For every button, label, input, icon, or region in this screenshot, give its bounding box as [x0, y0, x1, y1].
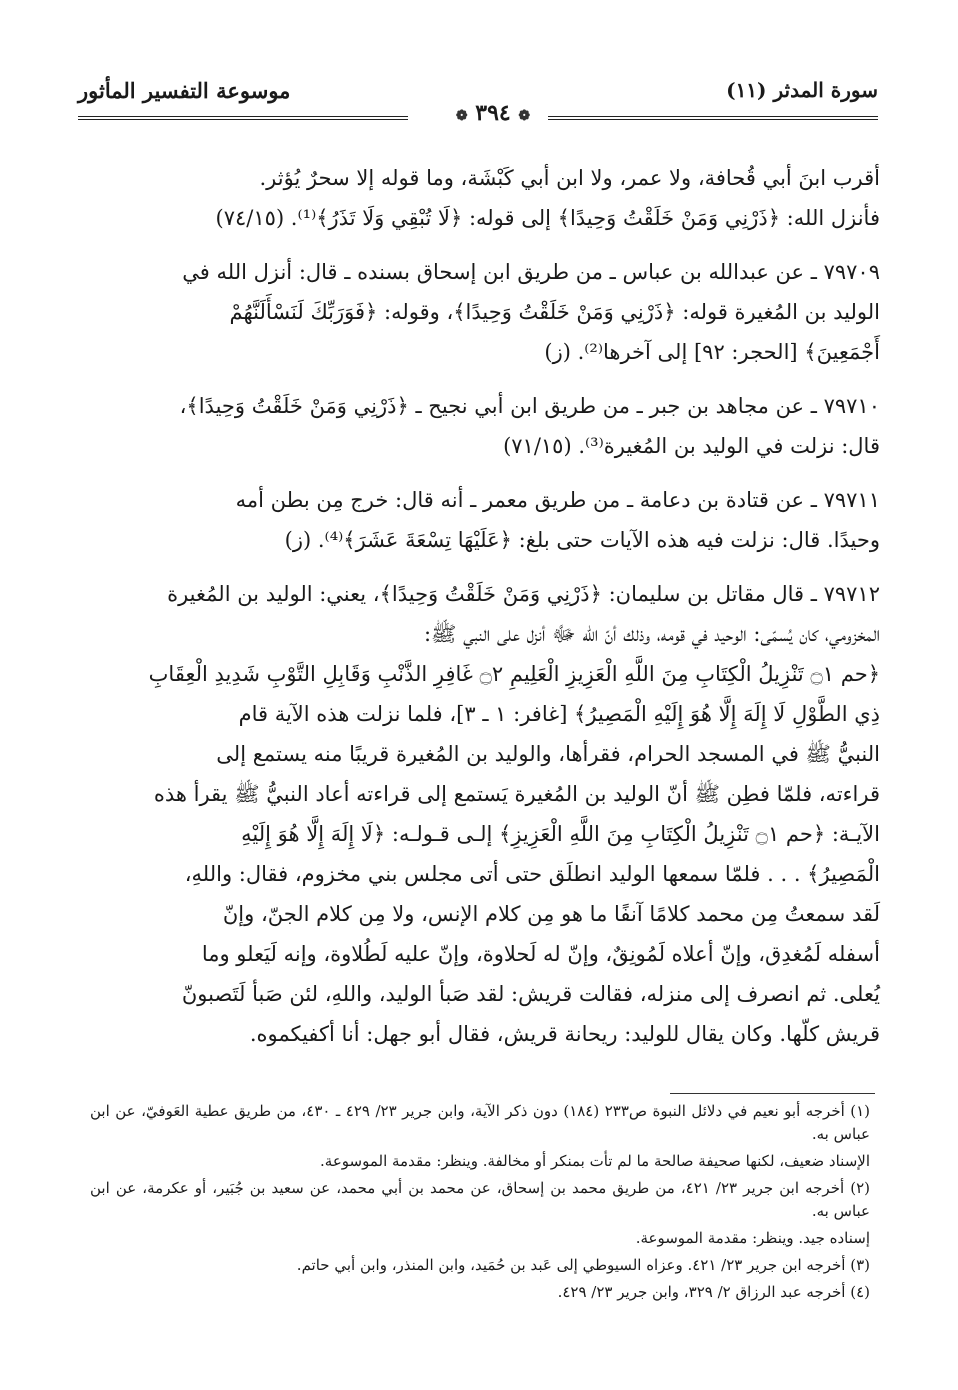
- text-line: يُعلى. ثم انصرف إلى منزله، فقالت قريش: لقد صَبأ الوليد، واللهِ، لئن صَبأ لَتَصبونّ: [181, 982, 880, 1006]
- text-line: لَقد سمعتُ مِن محمد كلامًا آنفًا ما هو مِن كلام الإنس، ولا مِن كلام الجنّ، وإنّ: [222, 902, 880, 926]
- footnote-divider: [670, 1093, 875, 1094]
- footnotes: [90, 1100, 870, 1308]
- header-rule-right: [548, 116, 878, 120]
- narration-79711: [76, 480, 880, 560]
- footnote-4: (٤) أخرجه عبد الرزاق ٢/ ٣٢٩، وابن جرير ٢٣/ ٤٢٩.: [557, 1283, 870, 1301]
- text-line: ٧٩٧١٠ ـ عن مجاهد بن جبر ـ من طريق ابن أبي نجيح ـ ﴿ذَرْنِي وَمَنْ خَلَقْتُ وَحِيدًا﴾،: [179, 394, 880, 418]
- text-line: ٧٩٧٠٩ ـ عن عبدالله بن عباس ـ من طريق ابن إسحاق بسنده ـ قال: أنزل الله في: [182, 260, 880, 284]
- footnote-2-note: إسناده جيد. وينظر: مقدمة الموسوعة.: [635, 1229, 870, 1247]
- text-line: الآيـة: ﴿حم ۝١ تَنْزِيلُ الْكِتَابِ مِنَ اللَّهِ الْعَزِيزِ﴾ إلـى قـولـه: ﴿لَا إِلَهَ إِلَّا هُوَ إِلَيْهِ: [241, 822, 880, 846]
- page-number-block: [428, 100, 558, 126]
- text-line: أسفله لَمُغدِق، وإنّ أعلاه لَمُونِقٌ، وإنّ له لَحلاوة، وإنّ عليه لَطُلاوة، وإنه لَيَعلو وما: [201, 942, 880, 966]
- header-rule-left: [78, 116, 408, 120]
- text-line: وحيدًا. قال: نزلت فيه هذه الآيات حتى بلغ: ﴿عَلَيْهَا تِسْعَةَ عَشَرَ﴾⁽⁴⁾. (ز): [284, 528, 880, 552]
- text-line: المخزومي، كان يُسمّى: الوحيد في قومه، وذلك أنّ الله ﷻ أنزل على النبي ﷺ:: [423, 622, 880, 646]
- text-line: أقرب ابنَ أبي قُحافة، ولا عمر، ولا ابن أبي كَبْشَة، وما قوله إلا سحرٌ يُؤثر.: [259, 166, 880, 190]
- book-title: موسوعة التفسير المأثور: [78, 78, 291, 103]
- footnote-2: (٢) أخرجه ابن جرير ٢٣/ ٤٢١، من طريق محمد بن إسحاق، عن محمد بن أبي محمد، عن سعيد بن جُبَير، أو عكرمة، عن ابن عباس به.: [90, 1179, 870, 1220]
- text-line: النبيُّ ﷺ في المسجد الحرام، فقرأها، والوليد بن المُغيرة قريبًا منه يستمع إلى: [216, 742, 880, 766]
- text-line: ٧٩٧١٢ ـ قال مقاتل بن سليمان: ﴿ذَرْنِي وَمَنْ خَلَقْتُ وَحِيدًا﴾، يعني: الوليد بن المُغيرة: [167, 582, 880, 606]
- surah-header: [726, 78, 878, 102]
- page-header: [78, 70, 878, 126]
- footnote-1: (١) أخرجه أبو نعيم في دلائل النبوة ص٢٣٣ (١٨٤) دون ذكر الآية، وابن جرير ٢٣/ ٤٢٩ ـ ٤٣٠، من طريق عطية العَوفيّ، عن ابن عباس به.: [90, 1102, 871, 1143]
- narration-79712: [76, 574, 880, 1054]
- text-line: الوليد بن المُغيرة قوله: ﴿ذَرْنِي وَمَنْ خَلَقْتُ وَحِيدًا﴾، وقوله: ﴿فَوَرَبِّكَ لَنَسْأَلَنَّهُمْ: [229, 300, 880, 324]
- text-line: فأنزل الله: ﴿ذَرْنِي وَمَنْ خَلَقْتُ وَحِيدًا﴾ إلى قوله: ﴿لَا تُبْقِي وَلَا تَذَرُ﴾⁽¹⁾. (٧٤/١٥): [215, 206, 880, 230]
- narration-79710: [76, 386, 880, 466]
- text-line: قال: نزلت في الوليد بن المُغيرة⁽³⁾. (٧١/١٥): [503, 434, 880, 458]
- footnote-3: (٣) أخرجه ابن جرير ٢٣/ ٤٢١. وعزاه السيوطي إلى عَبد بن حُمَيد، وابن المنذر، وابن أبي حاتم.: [296, 1256, 870, 1274]
- main-text: [76, 158, 880, 1068]
- text-line: قراءته، فلمّا فطِن ﷺ أنّ الوليد بن المُغيرة يَستمع إلى قراءته أعاد النبيُّ ﷺ يقرأ هذه: [153, 782, 880, 806]
- text-line: ﴿حم ۝١ تَنْزِيلُ الْكِتَابِ مِنَ اللَّهِ الْعَزِيزِ الْعَلِيمِ ۝٢ غَافِرِ الذَّنْبِ وَقَابِلِ التَّوْبِ شَدِيدِ الْعِقَابِ: [148, 662, 880, 686]
- surah-number: (١١): [726, 78, 767, 102]
- text-line: الْمَصِيرُ﴾ . . . فلمّا سمعها الوليد انطلَق حتى أتى مجلس بني مخزوم، فقال: واللهِ،: [184, 862, 880, 886]
- text-line: ذِي الطَّوْلِ لَا إِلَهَ إِلَّا هُوَ إِلَيْهِ الْمَصِيرُ﴾ [غافر: ١ ـ ٣]، فلما نزلت هذه الآية قام: [238, 702, 880, 726]
- text-line: ٧٩٧١١ ـ عن قتادة بن دعامة ـ من طريق معمر ـ أنه قال: خرج مِن بطن أمه: [235, 488, 880, 512]
- ornament-icon: ❁: [518, 108, 531, 124]
- narration-79709: [76, 252, 880, 372]
- surah-title: سورة المدثر: [773, 78, 878, 102]
- ornament-icon: ❁: [455, 108, 468, 124]
- footnote-1-note: الإسناد ضعيف، لكنها صحيفة صالحة ما لم تأت بمنكر أو مخالفة. وينظر: مقدمة الموسوعة.: [320, 1152, 870, 1170]
- text-line: أَجْمَعِينَ﴾ [الحجر: ٩٢] إلى آخرها⁽²⁾. (ز): [544, 340, 880, 364]
- paragraph-continuation: [76, 158, 880, 238]
- text-line: قريش كلّها. وكان يقال للوليد: ريحانة قريش، فقال أبو جهل: أنا أكفيكموه.: [249, 1022, 880, 1046]
- page-number: ٣٩٤: [475, 100, 511, 126]
